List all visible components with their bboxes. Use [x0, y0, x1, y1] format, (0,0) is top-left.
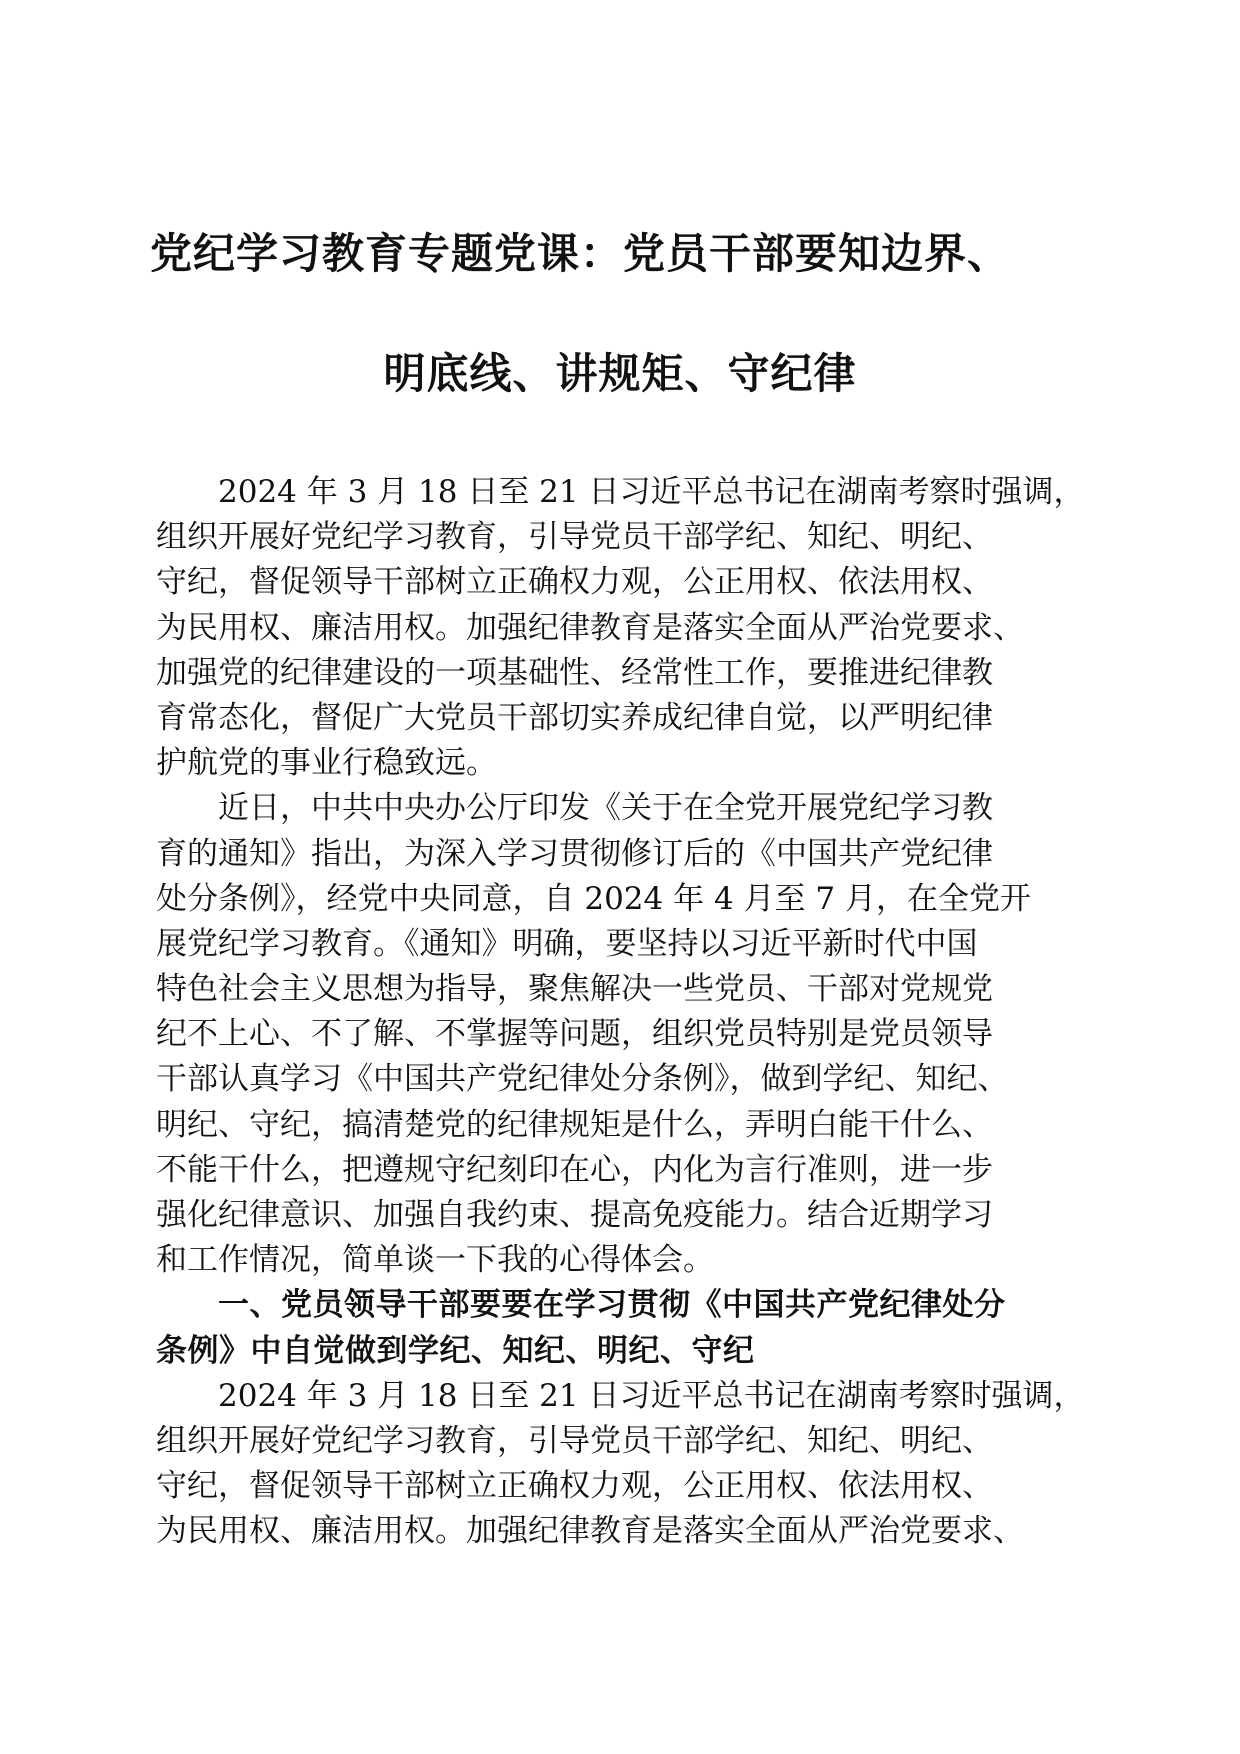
paragraph-line: 为民用权、廉洁用权。加强纪律教育是落实全面从严治党要求、: [156, 609, 1024, 646]
paragraph-line: 纪不上心、不了解、不掌握等问题，组织党员特别是党员领导: [156, 1016, 993, 1053]
paragraph-line: 育的通知》指出，为深入学习贯彻修订后的《中国共产党纪律: [156, 835, 993, 872]
paragraph-line: 和工作情况，简单谈一下我的心得体会。: [156, 1242, 714, 1279]
paragraph-3: [156, 1374, 1086, 1555]
paragraph-line: 干部认真学习《中国共产党纪律处分条例》，做到学纪、知纪、: [156, 1061, 1009, 1098]
document-title-line-2: 明底线、讲规矩、守纪律: [383, 349, 857, 398]
paragraph-1: [156, 470, 1086, 786]
paragraph-2: [156, 786, 1086, 1283]
paragraph-line: 组织开展好党纪学习教育，引导党员干部学纪、知纪、明纪、: [156, 1422, 993, 1459]
document-body: [156, 470, 1086, 1555]
paragraph-line: 组织开展好党纪学习教育，引导党员干部学纪、知纪、明纪、: [156, 519, 993, 556]
document-title-line-1: 党纪学习教育专题党课：党员干部要知边界、: [150, 229, 1011, 278]
paragraph-line: 守纪，督促领导干部树立正确权力观，公正用权、依法用权、: [156, 564, 993, 601]
paragraph-line: 不能干什么，把遵规守纪刻印在心，内化为言行准则，进一步: [156, 1151, 993, 1188]
paragraph-line: 2024 年 3 月 18 日至 21 日习近平总书记在湖南考察时强调，: [218, 474, 1085, 510]
paragraph-line: 明纪、守纪，搞清楚党的纪律规矩是什么，弄明白能干什么、: [156, 1106, 993, 1143]
paragraph-line: 守纪，督促领导干部树立正确权力观，公正用权、依法用权、: [156, 1468, 993, 1505]
paragraph-line: 近日，中共中央办公厅印发《关于在全党开展党纪学习教: [218, 790, 993, 827]
paragraph-line: 护航党的事业行稳致远。: [156, 745, 497, 782]
section-heading-line: 条例》中自觉做到学纪、知纪、明纪、守纪: [156, 1332, 755, 1369]
paragraph-line: 加强党的纪律建设的一项基础性、经常性工作，要推进纪律教: [156, 654, 993, 691]
paragraph-line: 展党纪学习教育。《通知》明确，要坚持以习近平新时代中国: [156, 925, 978, 962]
paragraph-line: 2024 年 3 月 18 日至 21 日习近平总书记在湖南考察时强调，: [218, 1377, 1085, 1414]
paragraph-line: 为民用权、廉洁用权。加强纪律教育是落实全面从严治党要求、: [156, 1513, 1024, 1550]
section-1-heading: [156, 1283, 1086, 1373]
section-heading-line: 一、党员领导干部要要在学习贯彻《中国共产党纪律处分: [218, 1287, 1006, 1324]
paragraph-line: 处分条例》，经党中央同意，自 2024 年 4 月至 7 月，在全党开: [156, 880, 1031, 917]
paragraph-line: 育常态化，督促广大党员干部切实养成纪律自觉，以严明纪律: [156, 699, 993, 736]
paragraph-line: 特色社会主义思想为指导，聚焦解决一些党员、干部对党规党: [156, 971, 993, 1008]
paragraph-line: 强化纪律意识、加强自我约束、提高免疫能力。结合近期学习: [156, 1197, 993, 1233]
